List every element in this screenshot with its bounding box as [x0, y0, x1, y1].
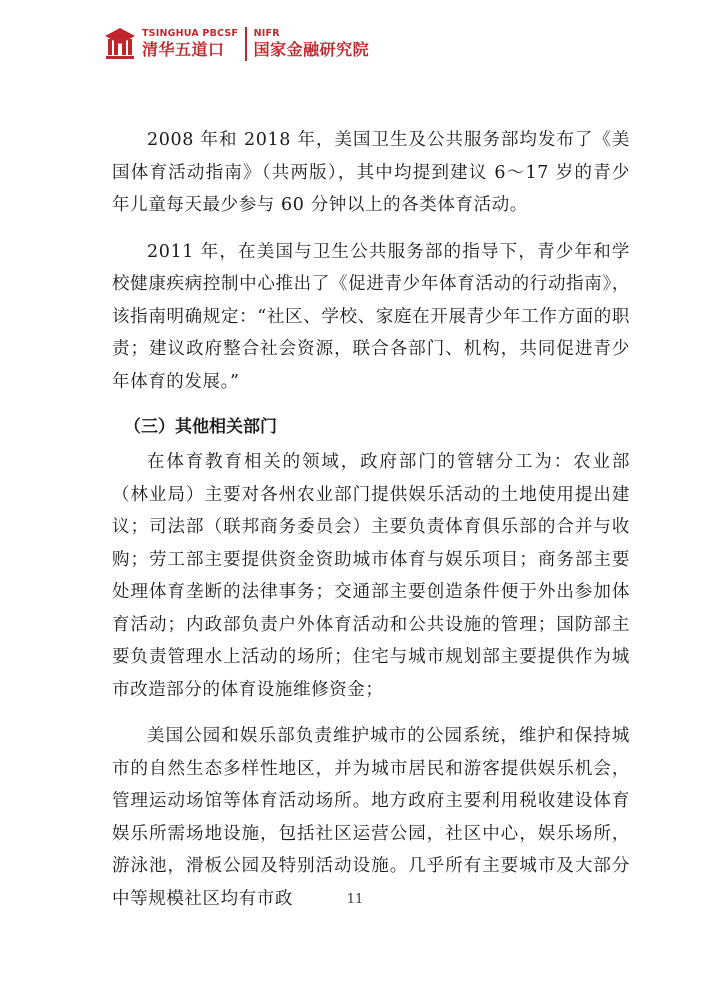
- logo-divider: [245, 27, 247, 61]
- logo-english-name: TSINGHUA PBCSF: [142, 28, 239, 39]
- paragraph-guidelines-2008-2018: 2008 年和 2018 年，美国卫生及公共服务部均发布了《美国体育活动指南》（共两版），其中均提到建议 6～17 岁的青少年儿童每天最少参与 60 分钟以上的各类体育活动。: [112, 130, 630, 215]
- nifr-chinese-name: 国家金融研究院: [253, 40, 370, 59]
- nifr-logo-text: [254, 28, 370, 60]
- paragraph-guidelines-2011: 2011 年，在美国与卫生公共服务部的指导下，青少年和学校健康疾病控制中心推出了《促进青少年体育活动的行动指南》，该指南明确规定：“社区、学校、家庭在开展青少年工作方面的职责；建议政府整合社会资源，联合各部门、机构，共同促进青少年体育的发展。”: [112, 241, 630, 392]
- section-heading: （三）其他相关部门: [124, 417, 277, 437]
- paragraph-parks-recreation: 美国公园和娱乐部负责维护城市的公园系统，维护和保持城市的自然生态多样性地区，并为城市居民和游客提供娱乐机会，管理运动场馆等体育活动场所。地方政府主要利用税收建设体育娱乐所需场地设施，包括社区运营公园，社区中心，娱乐场所，游泳池，滑板公园及特别活动设施。几乎所有主要城市及大部分中等规模社区均有市政: [112, 726, 630, 909]
- logo-chinese-name: 清华五道口: [142, 40, 225, 59]
- nifr-english-name: NIFR: [253, 28, 280, 39]
- page-number: 11: [346, 892, 364, 907]
- document-body: [112, 124, 630, 915]
- paragraph-departments: 在体育教育相关的领域，政府部门的管辖分工为：农业部（林业局）主要对各州农业部门提供娱乐活动的土地使用提出建议；司法部（联邦商务委员会）主要负责体育俱乐部的合并与收购；劳工部主要提供资金资助城市体育与娱乐项目；商务部主要处理体育垄断的法律事务；交通部主要创造条件便于外出参加体育活动；内政部负责户外体育活动和公共设施的管理；国防部主要负责管理水上活动的场所；住宅与城市规划部主要提供作为城市改造部分的体育设施维修资金；: [112, 452, 630, 700]
- tsinghua-pbcsf-logo-icon: [104, 27, 136, 61]
- page-header: [104, 24, 369, 64]
- pbcsf-logo-text: [142, 28, 238, 60]
